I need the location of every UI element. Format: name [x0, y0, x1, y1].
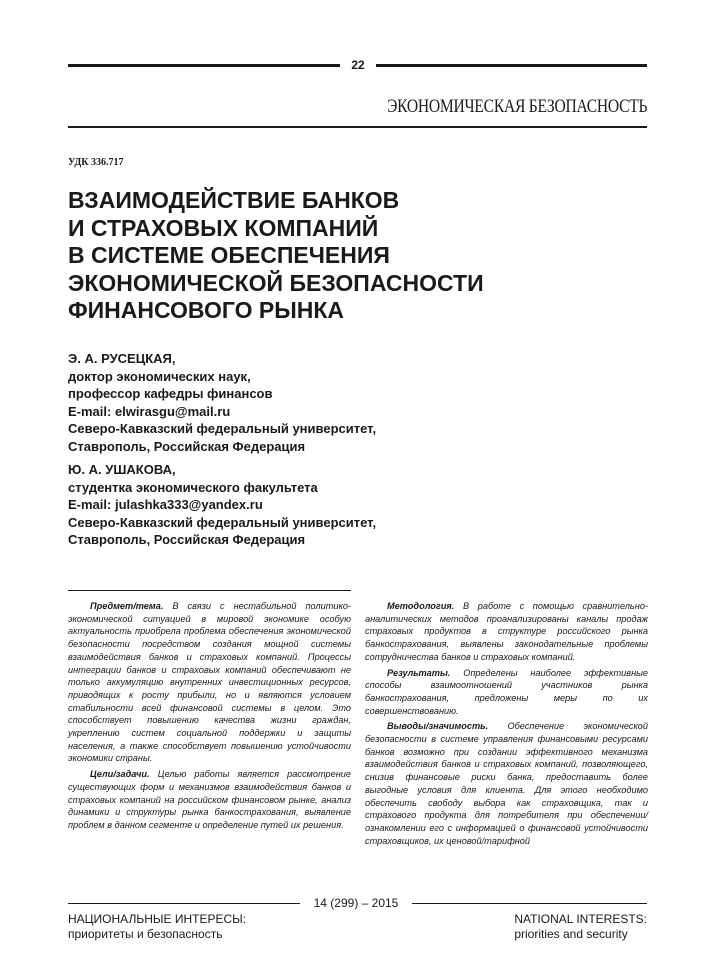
abstract-paragraph: [68, 768, 351, 832]
author-name: Э. А. РУСЕЦКАЯ,: [68, 351, 176, 366]
author-email: E-mail: elwirasgu@mail.ru: [68, 403, 231, 419]
author-location: Ставрополь, Российская Федерация: [68, 532, 306, 547]
header-rule-left: [68, 64, 340, 67]
journal-title-ru: НАЦИОНАЛЬНЫЕ ИНТЕРЕСЫ:: [68, 912, 247, 926]
title-line: И СТРАХОВЫХ КОМПАНИЙ: [68, 214, 379, 241]
abstract-text: Целью работы является рассмотрение существующих форм и механизмов взаимодействия банков и страховых компаний на российском финансовом рынке, анализ динамики и структуры рынка банкострахования, выявление проблем в данном сегменте и определение путей их решения.: [68, 769, 351, 830]
abstract-label: Предмет/тема.: [90, 601, 164, 611]
abstract-label: Цели/задачи.: [90, 769, 150, 780]
abstract-left-column: [68, 600, 351, 835]
title-line: ЭКОНОМИЧЕСКОЙ БЕЗОПАСНОСТИ: [68, 269, 484, 296]
title-line: ФИНАНСОВОГО РЫНКА: [68, 297, 344, 323]
abstract-text: Обеспечение экономической безопасности в системе управления финансовыми ресурсами банков возможно при создании эффективного механизма взаимодействия банков и страховых компаний, позволяющего, снизив финансовые риски банка, предоставить более выгодные условия для клиента. Для этого необходимо обеспечить свободу выбора как страховщика, так и страхового продукта для потребителя при обеспечении/ознакомлении его с информацией о финансовой устойчивости страховщиков, их ценовой/тарифной: [365, 721, 648, 846]
abstract-paragraph: [365, 600, 648, 664]
abstract-label: Результаты.: [387, 667, 451, 678]
udk-code: УДК 336.717: [68, 157, 124, 168]
title-line: ВЗАИМОДЕЙСТВИЕ БАНКОВ: [68, 187, 400, 213]
abstract-paragraph: [365, 720, 648, 847]
abstract-divider: [68, 590, 351, 591]
author-affiliation: Северо-Кавказский федеральный университет,: [68, 514, 377, 530]
abstract-paragraph: [365, 667, 648, 718]
journal-subtitle-ru: приоритеты и безопасность: [68, 927, 223, 941]
author-block-1: [68, 350, 376, 455]
header-rule-right: [376, 64, 647, 67]
journal-title-en: NATIONAL INTERESTS:: [514, 912, 647, 926]
author-affiliation: Северо-Кавказский федеральный университет,: [68, 421, 377, 436]
author-name: Ю. А. УШАКОВА,: [68, 462, 176, 477]
author-position: студентка экономического факультета: [68, 479, 318, 495]
section-divider: [68, 126, 647, 128]
title-line: В СИСТЕМЕ ОБЕСПЕЧЕНИЯ: [68, 242, 390, 268]
author-degree: доктор экономических наук,: [68, 368, 251, 384]
page-number: 22: [351, 58, 365, 72]
abstract-right-column: [365, 600, 648, 850]
journal-subtitle-en: priorities and security: [514, 927, 628, 941]
author-block-2: [68, 461, 376, 549]
section-title: ЭКОНОМИЧЕСКАЯ БЕЗОПАСНОСТЬ: [386, 96, 647, 117]
abstract-paragraph: [68, 600, 351, 765]
journal-name-ru: [68, 912, 246, 942]
abstract-text: Определены наиболее эффективные способы взаимоотношений участников рынка банкострахования, предложены меры по их совершенствованию.: [365, 667, 648, 716]
article-title: [68, 187, 668, 325]
issue-number: 14 (299) – 2015: [300, 896, 412, 910]
journal-name-en: [514, 912, 647, 942]
author-location: Ставрополь, Российская Федерация: [68, 438, 306, 454]
abstract-text: В связи с нестабильной политико-экономической ситуацией в мировой экономике особую актуальность приобрела проблема обеспечения экономической безопасности посредством создания мощной системы взаимодействия банков и страховых компаний. Процессы интеграции банков и страховых компаний обеспечивают не только аккумуляцию внутренних инвестиционных ресурсов, приводящих к росту прибыли, но и являются условием стабильности всей финансовой системы в целом. Это способствует повышению качества жизни граждан, укреплению систем социальной поддержки и защиты населения, а также способствует повышению устойчивости экономики страны.: [68, 601, 351, 764]
author-email: E-mail: julashka333@yandex.ru: [68, 497, 263, 512]
abstract-label: Выводы/значимость.: [387, 721, 489, 732]
author-position: профессор кафедры финансов: [68, 386, 273, 401]
abstract-text: В работе с помощью сравнительно-аналитических методов проанализированы каналы продаж страховых продуктов в структуре российского рынка банкострахования, выявлены законодательные проблемы сотрудничества банков и страховых компаний.: [365, 601, 648, 662]
abstract-label: Методология.: [387, 601, 455, 611]
